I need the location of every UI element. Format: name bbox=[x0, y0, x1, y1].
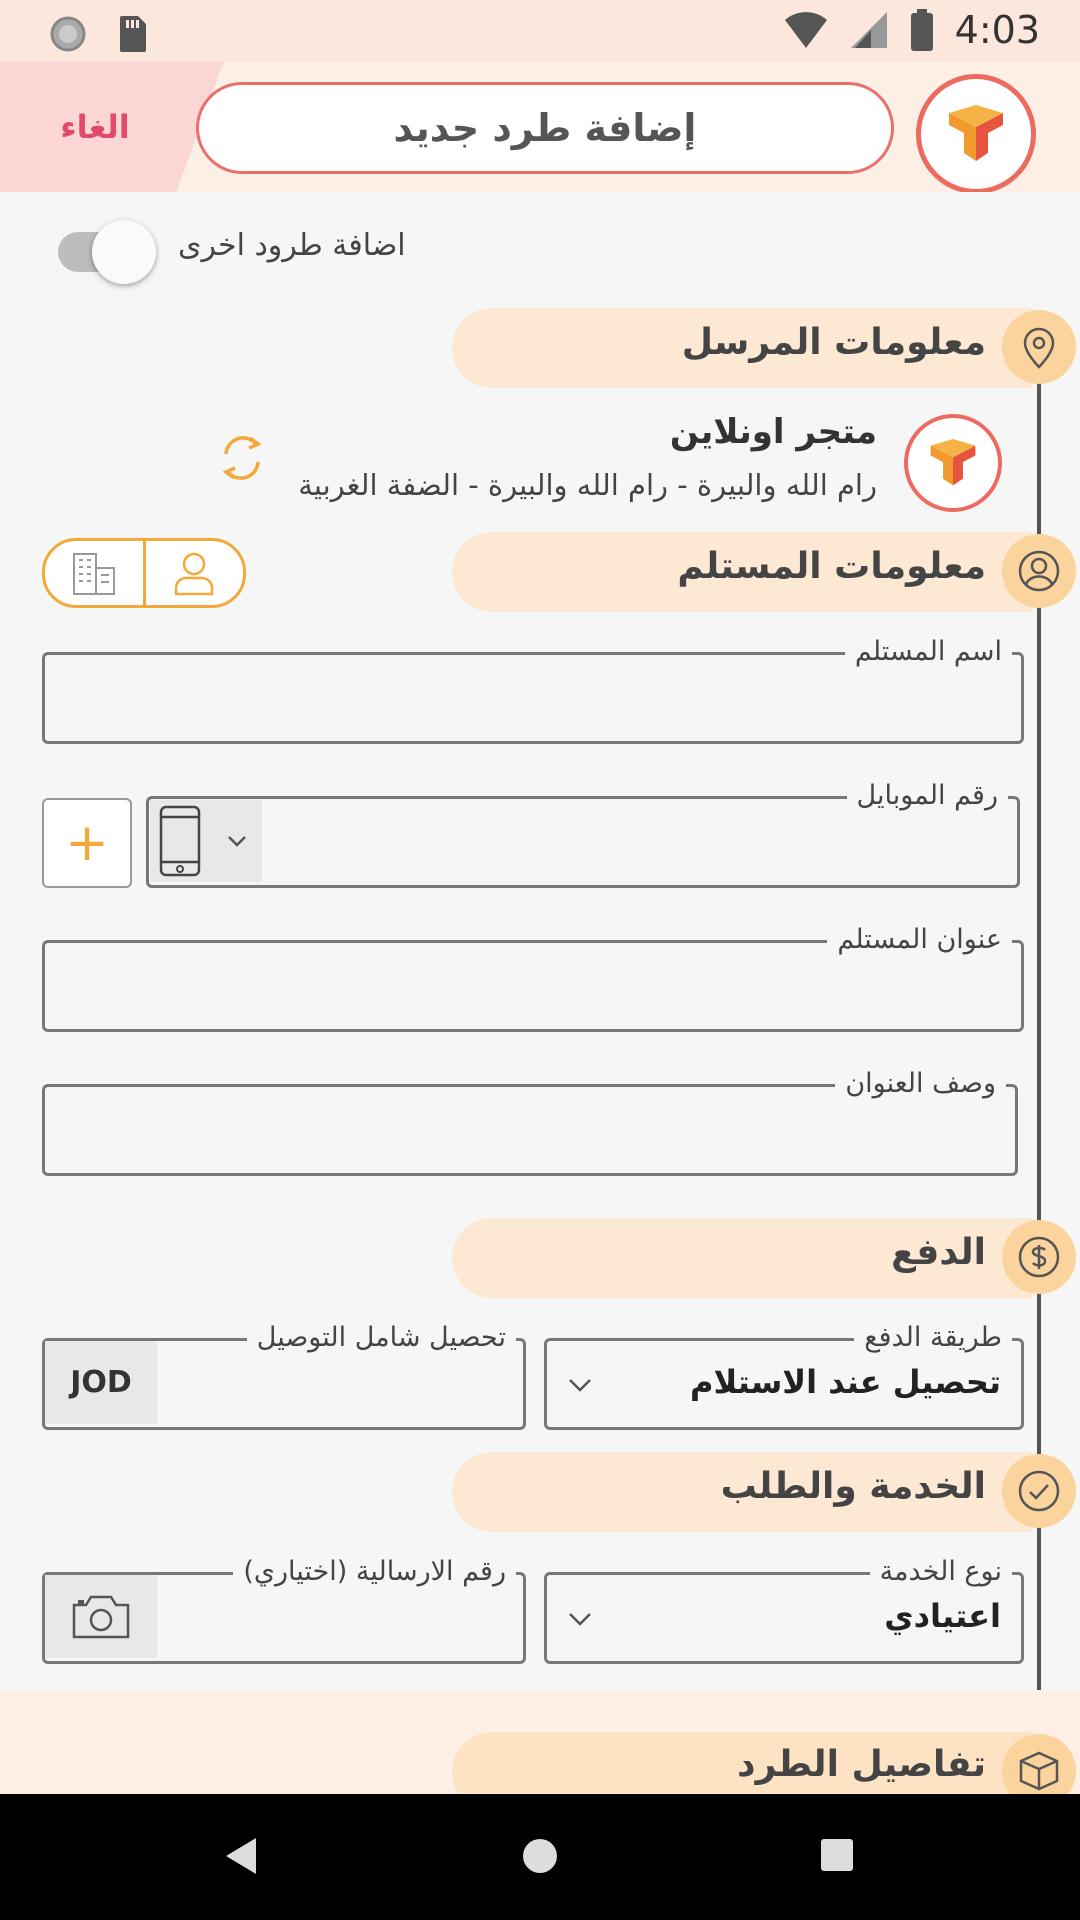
receiver-address-label: عنوان المستلم bbox=[827, 924, 1012, 955]
dollar-icon bbox=[1002, 1220, 1076, 1294]
section-payment-title: الدفع bbox=[891, 1232, 986, 1273]
status-time: 4:03 bbox=[954, 8, 1040, 52]
chevron-down-icon bbox=[567, 1611, 593, 1627]
add-more-toggle-knob[interactable] bbox=[92, 220, 156, 284]
back-icon[interactable] bbox=[224, 1836, 260, 1876]
service-type-value: اعتيادي bbox=[884, 1597, 1001, 1635]
section-sender-title: معلومات المرسل bbox=[681, 322, 986, 363]
status-bar bbox=[0, 0, 1080, 62]
sd-card-icon bbox=[116, 14, 148, 54]
section-service-header bbox=[452, 1452, 1076, 1532]
service-type-label: نوع الخدمة bbox=[870, 1556, 1012, 1587]
recents-icon[interactable] bbox=[820, 1838, 854, 1872]
sender-address: رام الله والبيرة - رام الله والبيرة - الضفة الغربية bbox=[298, 468, 877, 502]
brand-logo-icon bbox=[941, 99, 1011, 169]
section-payment-header bbox=[452, 1218, 1076, 1298]
check-circle-icon bbox=[1002, 1454, 1076, 1528]
system-nav-bar bbox=[0, 1794, 1080, 1920]
status-left-icons bbox=[48, 14, 148, 54]
wifi-icon bbox=[783, 10, 829, 50]
chevron-down-icon bbox=[567, 1377, 593, 1393]
mobile-label: رقم الموبايل bbox=[847, 780, 1009, 811]
phone-type-selector[interactable] bbox=[150, 800, 262, 882]
section-receiver-header bbox=[452, 532, 1076, 612]
status-right bbox=[783, 8, 1040, 52]
receiver-type-person[interactable] bbox=[146, 541, 244, 605]
battery-icon bbox=[909, 9, 935, 51]
receiver-type-company[interactable] bbox=[45, 541, 146, 605]
box-icon bbox=[1002, 1734, 1076, 1794]
signal-icon bbox=[849, 10, 889, 50]
section-parcel-title: تفاصيل الطرد bbox=[737, 1744, 986, 1785]
camera-icon bbox=[70, 1593, 132, 1641]
add-more-toggle-label: اضافة طرود اخرى bbox=[178, 228, 406, 263]
page-title: إضافة طرد جديد bbox=[196, 82, 894, 174]
chevron-down-icon bbox=[226, 834, 248, 848]
app-header bbox=[0, 62, 1080, 192]
section-service-title: الخدمة والطلب bbox=[720, 1466, 986, 1507]
section-receiver-title: معلومات المستلم bbox=[677, 546, 986, 587]
location-pin-icon bbox=[1002, 310, 1076, 384]
cancel-button[interactable]: الغاء bbox=[60, 108, 130, 146]
cod-amount-label: تحصيل شامل التوصيل bbox=[247, 1322, 516, 1353]
user-circle-icon bbox=[1002, 534, 1076, 608]
building-icon bbox=[70, 550, 118, 596]
currency-badge: JOD bbox=[45, 1341, 157, 1424]
brand-logo-icon bbox=[924, 434, 982, 492]
tracking-number-label: رقم الارسالية (اختياري) bbox=[233, 1556, 516, 1587]
loading-icon bbox=[48, 14, 88, 54]
receiver-name-label: اسم المستلم bbox=[845, 636, 1012, 667]
section-sender-header bbox=[452, 308, 1076, 388]
change-sender-button[interactable] bbox=[216, 430, 268, 490]
add-phone-button[interactable]: + bbox=[42, 798, 132, 888]
sender-avatar bbox=[904, 414, 1002, 512]
payment-method-label: طريقة الدفع bbox=[854, 1322, 1012, 1353]
person-icon bbox=[172, 550, 216, 596]
mobile-phone-icon bbox=[158, 804, 202, 878]
receiver-type-switch bbox=[42, 538, 246, 608]
sender-name: متجر اونلاين bbox=[669, 412, 877, 452]
app-logo bbox=[916, 74, 1036, 192]
section-parcel-header bbox=[452, 1732, 1076, 1794]
refresh-icon bbox=[216, 430, 268, 486]
address-description-label: وصف العنوان bbox=[835, 1068, 1006, 1099]
home-icon[interactable] bbox=[520, 1836, 560, 1876]
payment-method-value: تحصيل عند الاستلام bbox=[690, 1363, 1001, 1401]
camera-button[interactable] bbox=[45, 1575, 157, 1658]
